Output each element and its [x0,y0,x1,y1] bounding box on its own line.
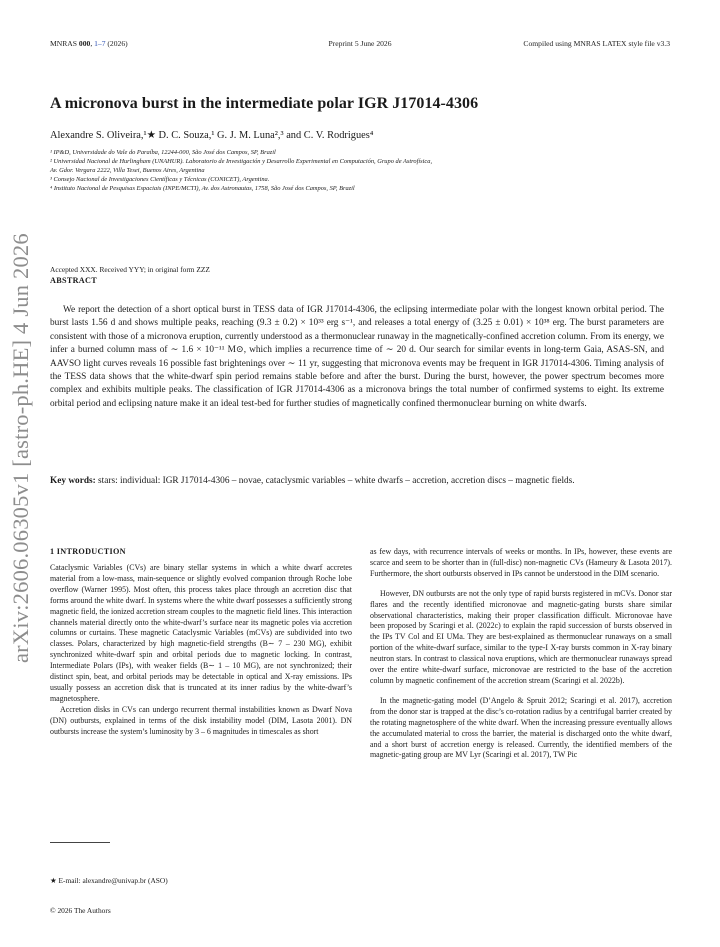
journal-volume: 000 [78,39,91,48]
author-email-footnote: ★ E-mail: alexandre@univap.br (ASO) [50,876,168,885]
section-heading-introduction: 1 INTRODUCTION [50,547,126,556]
running-header-journal: MNRAS 000, 1–7 (2026) [50,39,128,48]
affiliation-1: ¹ IP&D, Universidade do Vale do Paraíba, 12244-000, São José dos Campos, SP, Brazil [50,149,276,156]
keywords-text: stars: individual: IGR J17014-4306 – novae, cataclysmic variables – white dwarfs – accretion, accretion discs – magnetic fields. [95,476,575,486]
paragraph: However, DN outbursts are not the only type of rapid bursts registered in mCVs. Donor star flares and the recently identified micronovae and magnetic-gating bursts share similar observational characteristics, making their proper classification difficult. Micronovae have been proposed by Scaringi et al. (2022c) to explain the rapid succession of bursts observed in the IPs TV Col and EI UMa. They are best-explained as thermonuclear runaways on a small portion of the white-dwarf surface, similar to the type-I X-ray bursts common in X-ray binary neutron stars. In contrast to classical nova eruptions, which are thermonuclear runaways spread over the entire white-dwarf surface, micronovae are restricted to the base of the accretion column by magnetic confinement of the accretion stream (Scaringi et al. 2022b). [370,588,672,685]
keywords-label: Key words: [50,476,96,486]
page-range-link[interactable]: 1–7 [94,39,106,48]
footnote-divider [50,842,110,843]
paragraph: Cataclysmic Variables (CVs) are binary stellar systems in which a white dwarf accretes material from a low-mass, main-sequence or slightly evolved companion through Roche lobe overflow (Warner 1995). Most often, this process takes place through an accretion disc that forms around the white dwarf. In systems where the white dwarf possesses a sufficiently strong magnetic field, the ionized accretion stream couples to the magnetic field lines. This interaction channels material directly onto the white-dwarf’s surface near its magnetic poles via accretion columns or curtains. These magnetic Cataclysmic Variables (mCVs) are subdivided into two classes. Polars, characterized by high magnetic-field strengths (B∼ 7 – 230 MG), exhibit synchronized white-dwarf spin and orbital periods due to magnetic locking. In contrast, Intermediate Polars (IPs), with weaker fields (B∼ 1 – 10 MG), are not synchronized; their distinct spin, beat, and orbital periods may be detectable in optical and X-ray emissions. IPs usually possess an accretion disk that is truncated at its inner radius by the white-dwarf’s magnetosphere. [50,563,352,703]
paper-title: A micronova burst in the intermediate polar IGR J17014-4306 [50,95,479,112]
journal-name: MNRAS [50,39,79,48]
paragraph: In the magnetic-gating model (D’Angelo & Spruit 2012; Scaringi et al. 2017), accretion from the donor star is trapped at the disc’s co-rotation radius by a centrifugal barrier created by the rotating magnetosphere of the white dwarf. When the increasing pressure eventually allows the accumulated material to cross the barrier, the material is discharged onto the white dwarf, and a short burst of accretion energy is released. Currently, the identified members of the magnetic-gating group are MV Lyr (Scaringi et al. 2017), TW Pic [370,695,672,760]
author-list: Alexandre S. Oliveira,¹★ D. C. Souza,¹ G. J. M. Luna²,³ and C. V. Rodrigues⁴ [50,130,374,141]
paragraph: as few days, with recurrence intervals of weeks or months. In IPs, however, these events are scarce and seem to be shorter than in (full-disc) non-magnetic CVs (Hameury & Lasota 2017). Furthermore, the short outbursts observed in IPs cannot be understood in the DIM scenario. [370,547,672,578]
journal-year: (2026) [105,39,128,48]
affiliation-4: ⁴ Instituto Nacional de Pesquisas Espaciais (INPE/MCTI), Av. dos Astronautas, 1758, São José dos Campos, SP, Brazil [50,185,355,192]
abstract-heading: ABSTRACT [50,276,97,285]
right-column [370,547,672,761]
arxiv-identifier-stamp: arXiv:2606.06305v1 [astro-ph.HE] 4 Jun 2026 [8,233,33,663]
affiliation-3: ³ Consejo Nacional de Investigaciones Científicas y Técnicas (CONICET), Argentina. [50,176,270,183]
keywords-line [50,475,664,488]
preprint-date: Preprint 5 June 2026 [328,39,392,48]
acceptance-line: Accepted XXX. Received YYY; in original form ZZZ [50,265,210,274]
paragraph: Accretion disks in CVs can undergo recurrent thermal instabilities known as Dwarf Nova (DN) outbursts, explained in terms of the disk instability model (DIM, Lasota 2001). DN outbursts increase the system’s luminosity by 3 – 6 magnitudes in timescales as short [50,704,352,736]
left-column [50,563,352,738]
affiliation-2-address: Av. Gdor. Vergara 2222, Villa Tesei, Buenos Aires, Argentina [50,167,205,174]
affiliation-2: ² Universidad Nacional de Hurlingham (UNAHUR). Laboratorio de Investigación y Desarrollo Experimental en Computación, Grupo de Astrofísica, [50,158,433,165]
style-file-note: Compiled using MNRAS LATEX style file v3.3 [523,39,670,48]
abstract-text: We report the detection of a short optical burst in TESS data of IGR J17014-4306, the eclipsing intermediate polar with the longest known orbital period. The burst lasts 1.56 d and shows multiple peaks, reaching (9.3 ± 0.2) × 10³³ erg s⁻¹, and releases a total energy of (3.25 ± 0.01) × 10³⁸ erg. The burst parameters are consistent with those of a micronova eruption, currently understood as a thermonuclear runaway in the magnetically-confined accretion column. From its energy, we infer a burned column mass of ∼ 1.6 × 10⁻¹¹ M⊙, which implies a recurrence time of ∼ 20 d. Our search for similar events in long-term Gaia, ASAS-SN, and AAVSO light curves reveals 16 possible fast brightenings over ∼ 11 yr, suggesting that micronova events may be frequent in IGR J17014-4306. Timing analysis of the TESS data shows that the white-dwarf spin period remains stable before and after the burst. During the burst, however, the power spectrum becomes more complex and exhibits multiple peaks. The classification of IGR J17014-4306 as a micronova brings the total number of confirmed systems to eight. Its extreme orbital period and eclipsing nature make it an ideal test-bed for further studies of magnetically confined thermonuclear burning on white dwarfs. [50,305,664,409]
copyright-notice: © 2026 The Authors [50,906,111,915]
